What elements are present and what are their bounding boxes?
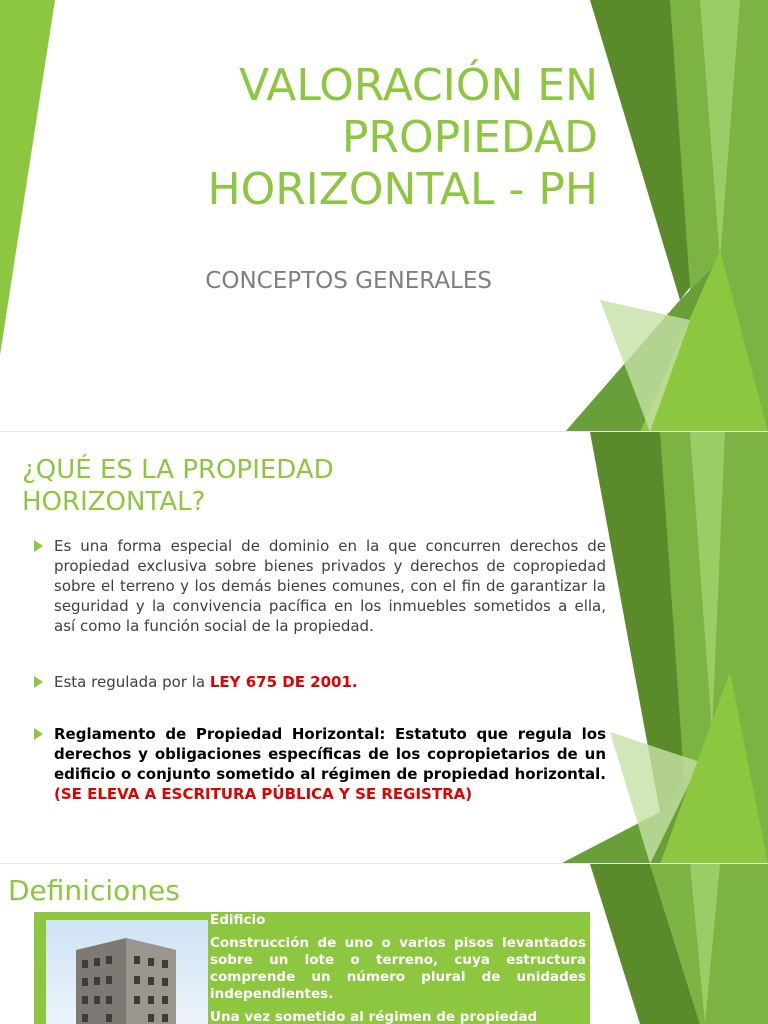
definition-text (210, 912, 586, 1024)
definition-term: Edificio (210, 912, 266, 928)
title-line-3: HORIZONTAL - PH (207, 164, 598, 215)
definition-box (34, 912, 590, 1024)
bullet-definition (32, 536, 606, 636)
bullet-arrow-icon (34, 728, 43, 740)
left-triangle (0, 0, 55, 355)
section-heading (22, 454, 522, 518)
slide-what-is-ph (0, 432, 768, 864)
title-line-1: VALORACIÓN EN (238, 60, 598, 111)
building-photo (46, 920, 208, 1024)
definitions-title: Definiciones (8, 874, 180, 907)
building-icon (46, 920, 208, 1024)
bullet-arrow-icon (34, 540, 43, 552)
title-line-2: PROPIEDAD (341, 112, 598, 163)
law-reference: LEY 675 DE 2001. (209, 673, 358, 691)
slide-definitions (0, 864, 768, 1024)
page-title (178, 60, 598, 216)
bullet-arrow-icon (34, 676, 43, 688)
definition-body: Construcción de uno o varios pisos levantados sobre un lote o terreno, cuya estructura comprende un número plural de unidades independientes. (210, 935, 586, 1002)
heading-line-2: HORIZONTAL? (22, 487, 206, 517)
subtitle: CONCEPTOS GENERALES (205, 268, 492, 294)
bullet-text: Reglamento de Propiedad Horizontal: Estatuto que regula los derechos y obligaciones específicas de los copropietarios de un edificio o conjunto sometido al régimen de propiedad horizontal. (54, 725, 606, 783)
registry-note: (SE ELEVA A ESCRITURA PÚBLICA Y SE REGISTRA) (54, 785, 473, 803)
bullet-reglamento (32, 724, 606, 804)
bullet-list (32, 536, 606, 804)
slide-title (0, 0, 768, 432)
bullet-text: Es una forma especial de dominio en la que concurren derechos de propiedad exclusiva sobre bienes privados y derechos de copropiedad sobre el terreno y los demás bienes comunes, con el fin de garantizar la seguridad y la convivencia pacífica en los inmuebles sometidos a ella, así como la función social de la propiedad. (54, 537, 606, 635)
bullet-law (32, 672, 606, 692)
definition-continuation: Una vez sometido al régimen de propiedad (210, 1009, 538, 1024)
bullet-text: Esta regulada por la (54, 673, 210, 691)
heading-line-1: ¿QUÉ ES LA PROPIEDAD (22, 455, 334, 485)
